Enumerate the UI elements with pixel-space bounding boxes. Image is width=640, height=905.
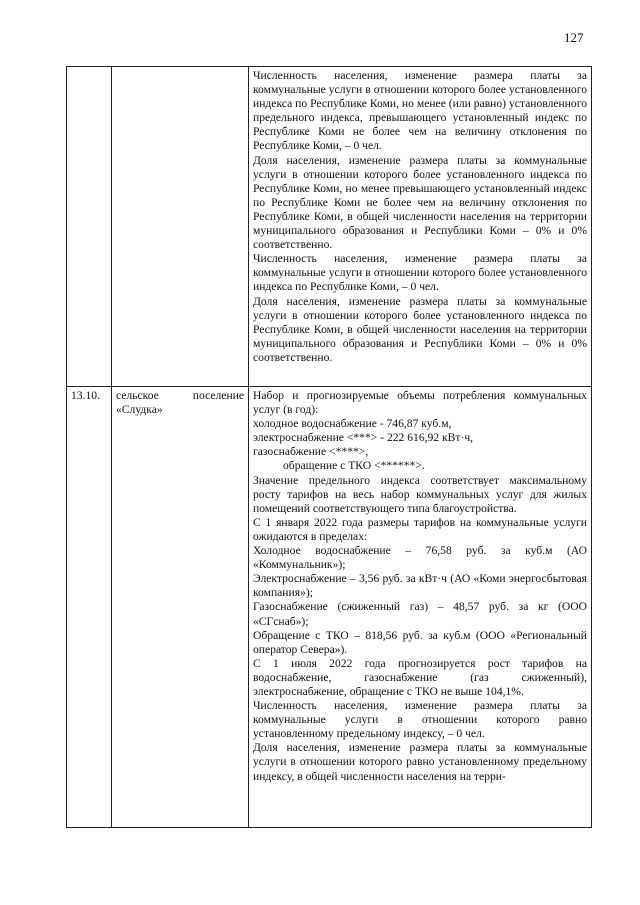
table-row	[67, 67, 592, 387]
paragraph: Доля населения, изменение размера платы за коммунальные услуги в отношении которого более установленного индекса по Республике Коми, но менее превышающего установленный индекс по Республике Коми не более чем на величину отклонения по Республике Коми, в общей численности населения на территории муниципального образования и Республики Коми – 0% и 0% соответственно.	[253, 153, 587, 252]
settlement-type: сельское поселение	[116, 389, 244, 402]
paragraph: С 1 июля 2022 года прогнозируется рост тарифов на водоснабжение, газоснабжение (газ сжиженный), электроснабжение, обращение с ТКО не выше 104,1%.	[253, 656, 587, 698]
paragraph: Холодное водоснабжение – 76,58 руб. за куб.м (АО «Коммунальник»);	[253, 544, 587, 572]
row-number-cell: 13.10.	[67, 387, 112, 828]
settlement-name-cell	[112, 67, 249, 387]
paragraph: газоснабжение <****>,	[253, 445, 369, 459]
paragraph: Электроснабжение – 3,56 руб. за кВт·ч (АО «Коми энергосбытовая компания»);	[253, 572, 587, 600]
row-number-cell	[67, 67, 112, 387]
paragraph: Доля населения, изменение размера платы за коммунальные услуги в отношении которого равно установленному предельному индексу, в общей численности населения на терри-	[253, 741, 587, 783]
paragraph: Газоснабжение (сжиженный газ) – 48,57 руб. за кг (ООО «СГснаб»);	[253, 600, 587, 628]
paragraph: Численность населения, изменение размера платы за коммунальные услуги в отношении которого более установленного индекса по Республике Коми, – 0 чел.	[253, 252, 587, 294]
paragraph: Значение предельного индекса соответствует максимальному росту тарифов на весь набор коммунальных услуг для жилых помещений соответствующего типа благоустройства.	[253, 473, 587, 515]
settlement-name-cell	[112, 387, 249, 828]
paragraph: Набор и прогнозируемые объемы потребления коммунальных услуг (в год):	[253, 389, 587, 417]
paragraph: электроснабжение <***> - 222 616,92 кВт·ч,	[253, 431, 474, 445]
paragraph: Численность населения, изменение размера платы за коммунальные услуги в отношении которого более установленного индекса по Республике Коми, но менее (или равно) установленного предельного индекса, превышающего установленный индекс по Республике Коми не более чем на величину отклонения по Республике Коми, – 0 чел.	[253, 69, 587, 153]
paragraph: обращение с ТКО <******>.	[283, 459, 425, 473]
paragraph: С 1 января 2022 года размеры тарифов на коммунальные услуги ожидаются в пределах:	[253, 515, 587, 543]
document-table	[66, 66, 592, 828]
paragraph: Численность населения, изменение размера платы за коммунальные услуги в отношении которого равно установленному предельному индексу, – 0 чел.	[253, 699, 587, 741]
paragraph: Доля населения, изменение размера платы за коммунальные услуги в отношении которого более установленного индекса по Республике Коми, в общей численности населения на территории муниципального образования и Республики Коми – 0% и 0% соответственно.	[253, 294, 587, 364]
description-cell	[249, 67, 592, 387]
paragraph: Обращение с ТКО – 818,56 руб. за куб.м (ООО «Региональный оператор Севера»).	[253, 628, 587, 656]
page-number: 127	[564, 30, 584, 45]
table-row	[67, 387, 592, 828]
paragraph: холодное водоснабжение - 746,87 куб.м,	[253, 417, 452, 431]
description-cell	[249, 387, 592, 828]
settlement-name: «Слудка»	[116, 403, 163, 417]
